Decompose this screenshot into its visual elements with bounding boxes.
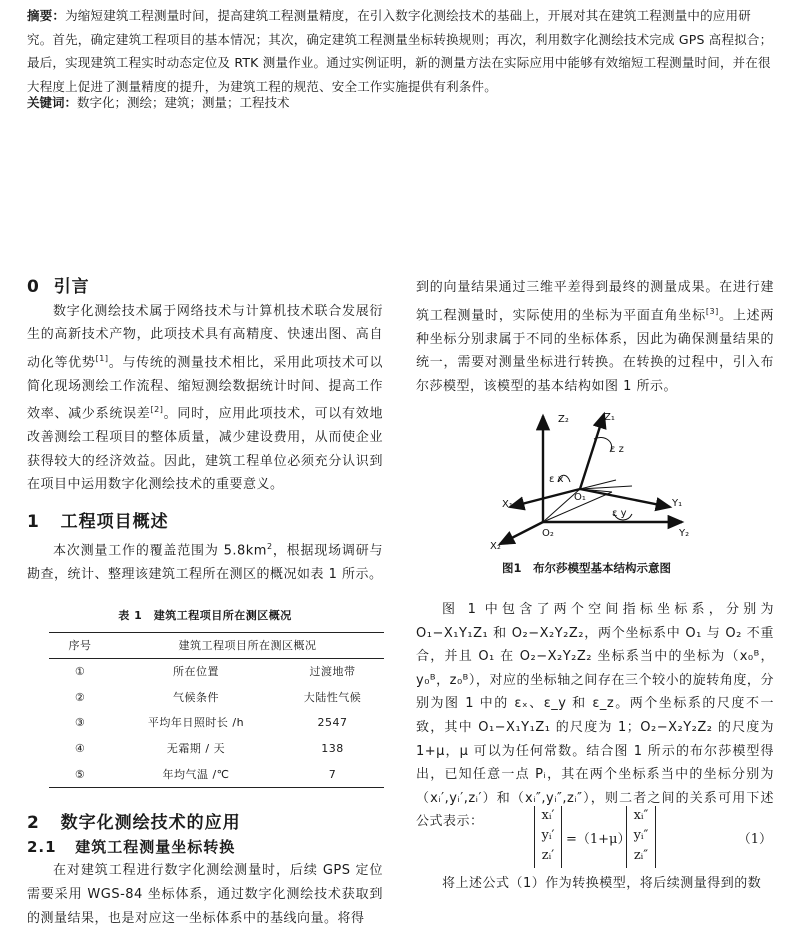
keywords xyxy=(27,93,290,111)
text: 本次测量工作的覆盖范围为 5.8km xyxy=(53,542,267,558)
subsection-2-1-paragraph: 在对建筑工程进行数字化测绘测量时，后续 GPS 定位需要采用 WGS-84 坐标体系，通过数字化测绘技术获取到的测量结果，也是对应这一坐标体系中的基线向量。将得 xyxy=(27,863,383,926)
table-cell: 过渡地带 xyxy=(309,665,356,679)
text: 。同时，应用此项技术，可以有效地改善测绘工程项目的整体质量，减少建设费用，从而使企业获得较大的经济效益。因此，建筑工程单位必须充分认识到在项目中运用数字化测绘技术的重要意义。 xyxy=(27,406,383,493)
o2-label: O₂ xyxy=(542,528,554,539)
text: 到的向量结果通过三维平差得到最终的测量成果。在进行建筑工程测量时，实际使用的坐标为平面直角坐标 xyxy=(416,280,774,323)
section-0-heading xyxy=(27,276,383,300)
figure-caption: 图1 布尔莎模型基本结构示意图 xyxy=(502,561,671,575)
bursa-model-figure xyxy=(486,404,706,554)
z1-axis xyxy=(580,414,604,489)
table-1 xyxy=(49,632,384,789)
section-number: 1 xyxy=(27,512,40,532)
text: 图 1 中包含了两个空间指标坐标系，分别为 O₁−X₁Y₁Z₁ 和 O₂−X₂Y₂Z₂，两个坐标系中 O₁ 与 O₂ 不重合，并且 O₁ 在 O₂−X₂Y₂Z₂ 坐标系当中的坐标为（x₀ᴮ，y₀ᴮ，z₀ᴮ），对应的坐标轴之间存在三个较小的旋转角度，分别为图 1 中的 εₓ、ε_y 和 ε_z。两个坐标系的尺度不一致，其中 O₁−X₁Y₁Z₁ 的尺度为 1；O₂−X₂Y₂Z₂ 的尺度为 1+μ，μ 可以为任何常数。结合图 1 所示的布尔莎模型得出，已知任意一点 Pᵢ，其在两个坐标系当中的坐标分别为（xᵢ′,yᵢ′,zᵢ′）和（xᵢ″,yᵢ″,zᵢ″），则二者之间的关系可用下述公式表示： xyxy=(416,602,774,830)
right-paragraph-3: 将上述公式（1）作为转换模型，将后续测量得到的数 xyxy=(442,876,762,891)
table-cell: 7 xyxy=(281,762,384,788)
abstract-label: 摘要： xyxy=(27,8,66,23)
formula-1 xyxy=(534,806,774,868)
abstract-text: 为缩短建筑工程测量时间，提高建筑工程测量精度，在引入数字化测绘技术的基础上，开展对其在建筑工程测量中的应用研究。首先，确定建筑工程项目的基本情况；其次，确定建筑工程测量坐标转换规则；再次，利用数字化测绘技术完成 GPS 高程拟合；最后，实现建筑工程实时动态定位及 RTK 测量作业。通过实例证明，新的测量方法在实际应用中能够有效缩短工程测量时间，并在很大程度上促进了测量精度的提升，为建筑工程的规范、安全工作实施提供有利条件。 xyxy=(27,8,773,94)
x1-label: X₁ xyxy=(502,499,513,510)
epsilon-z-label: ε z xyxy=(610,444,624,455)
keywords-label: 关键词： xyxy=(27,95,78,110)
lhs-matrix xyxy=(534,806,562,868)
x2-label: X₂ xyxy=(490,541,501,552)
table-cell: ③ xyxy=(74,716,86,730)
abstract xyxy=(27,4,775,98)
rhs-matrix xyxy=(626,806,656,868)
citation: [2] xyxy=(150,405,164,415)
table-cell: 年均气温 /℃ xyxy=(111,762,281,788)
left-column xyxy=(27,276,383,930)
citation: [3] xyxy=(705,306,719,316)
right-paragraph-2 xyxy=(416,598,774,834)
table-cell: 无霜期 / 天 xyxy=(166,742,226,756)
epsilon-x-label: ε x xyxy=(549,474,564,485)
matrix-entry: zᵢ″ xyxy=(633,848,649,863)
section-1-heading xyxy=(27,511,383,535)
table-cell: 平均年日照时长 /h xyxy=(147,716,245,730)
text: 数字化测绘技术属于网络技术与计算机技术联合发展衍生的高新技术产物，此项技术具有高精度、快速出图、高自动化等优势 xyxy=(27,303,383,371)
z1-label: Z₁ xyxy=(604,412,615,423)
table-cell: 气候条件 xyxy=(172,690,219,704)
y1-axis xyxy=(580,489,670,507)
section-0-paragraph xyxy=(27,300,383,497)
z2-label: Z₂ xyxy=(558,414,569,425)
keywords-text: 数字化；测绘；建筑；测量；工程技术 xyxy=(77,95,290,110)
section-1-paragraph xyxy=(27,535,383,587)
x2-axis xyxy=(500,522,543,544)
table-cell: ⑤ xyxy=(49,762,111,788)
subsection-title: 建筑工程测量坐标转换 xyxy=(75,837,236,856)
table-header: 建筑工程项目所在测区概况 xyxy=(111,632,384,659)
table-header: 序号 xyxy=(49,632,111,659)
matrix-entry: xᵢ′ xyxy=(541,808,555,823)
table-cell: ④ xyxy=(74,742,86,756)
y2-label: Y₂ xyxy=(679,528,690,539)
text: 。与传统的测量技术相比，采用此项技术可以简化现场测绘工作流程、缩短测绘数据统计时间、提高工作效率、减少系统误差 xyxy=(27,355,383,422)
matrix-entry: zᵢ′ xyxy=(541,848,555,863)
citation: [1] xyxy=(95,353,109,363)
table-cell: 大陆性气候 xyxy=(303,690,362,704)
section-title: 数字化测绘技术的应用 xyxy=(60,813,241,834)
text: ，根据现场调研与勘查，统计、整理该建筑工程所在测区的概况如表 1 所示。 xyxy=(27,542,383,582)
superscript: 2 xyxy=(266,541,273,551)
right-column xyxy=(416,276,774,398)
formula-scale: =（1+μ） xyxy=(566,832,631,847)
table-cell: 2547 xyxy=(317,716,348,730)
matrix-entry: yᵢ′ xyxy=(541,828,555,843)
section-number: 2 xyxy=(27,813,40,834)
o1-label: O₁ xyxy=(574,492,586,503)
section-title: 工程项目概述 xyxy=(60,512,169,532)
table-cell: ② xyxy=(74,690,86,704)
table-cell: 138 xyxy=(321,742,344,756)
subsection-number: 2.1 xyxy=(27,837,57,856)
text: 。上述两种坐标分别隶属于不同的坐标体系，因此为确保测量结果的统一，需要对测量坐标进行转换。在转换的过程中，引入布尔莎模型，该模型的基本结构如图 1 所示。 xyxy=(416,307,774,394)
table-caption: 表 1 建筑工程项目所在测区概况 xyxy=(118,609,292,623)
section-2-heading xyxy=(27,812,383,836)
y1-label: Y₁ xyxy=(672,498,683,509)
right-paragraph-1 xyxy=(416,276,774,398)
table-cell: ① xyxy=(74,665,86,679)
formula-number: （1） xyxy=(737,832,772,847)
subsection-2-1-heading xyxy=(27,836,383,860)
matrix-entry: xᵢ″ xyxy=(633,808,649,823)
epsilon-y-label: ε y xyxy=(612,508,627,519)
matrix-entry: yᵢ″ xyxy=(633,828,649,843)
table-cell: 所在位置 xyxy=(172,665,219,679)
section-number: 0 xyxy=(27,277,40,297)
section-title: 引言 xyxy=(53,277,90,297)
